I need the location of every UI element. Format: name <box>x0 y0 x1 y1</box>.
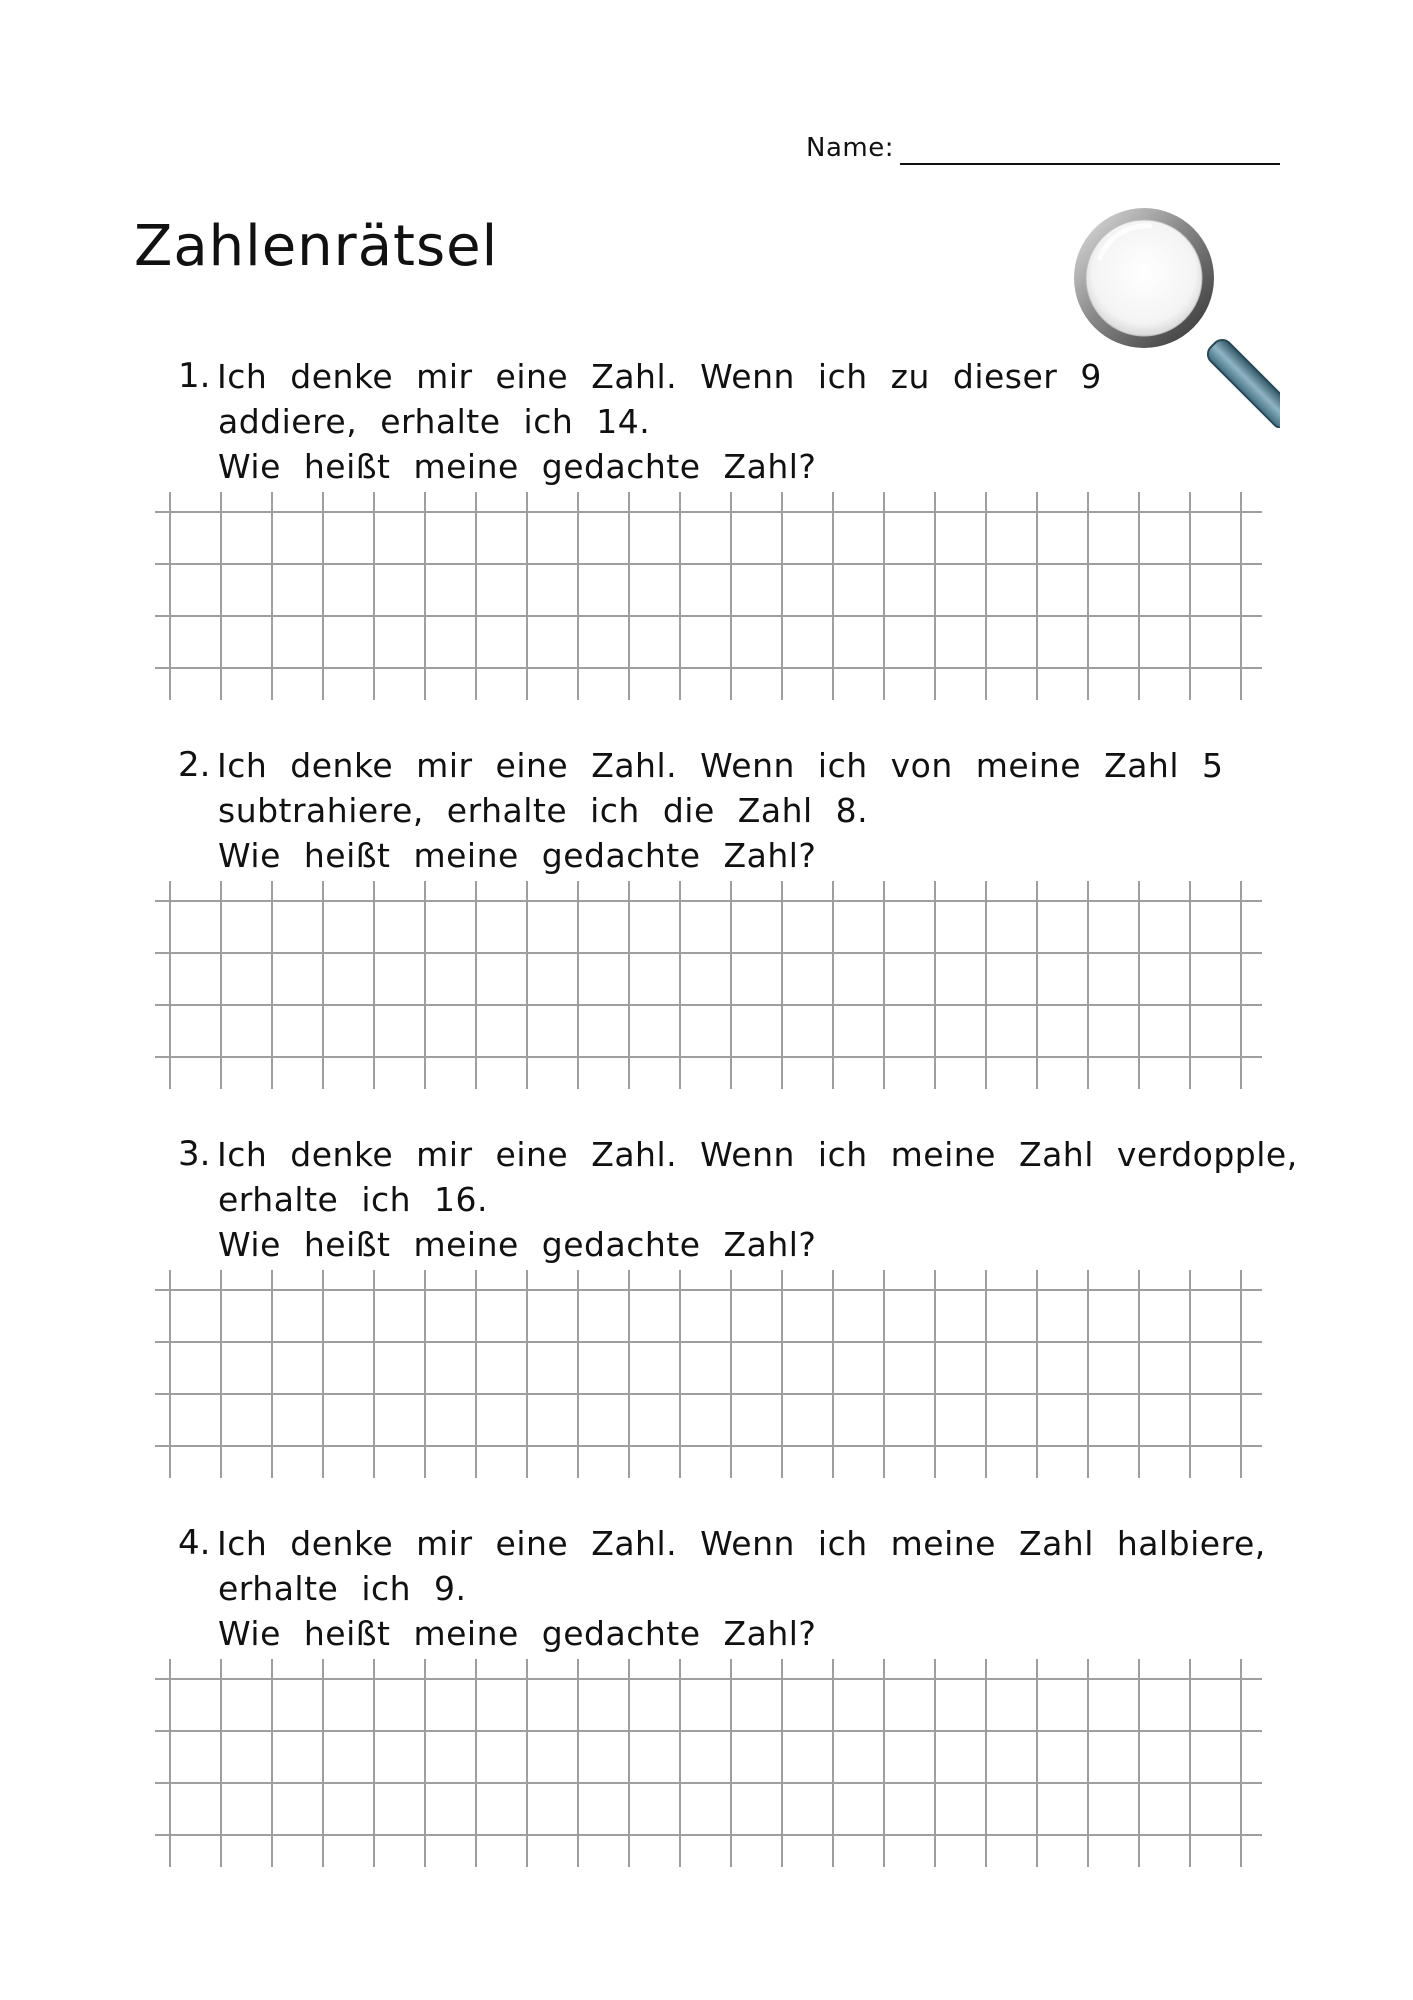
answer-grid[interactable] <box>0 1270 1413 1480</box>
task-line: Ich denke mir eine Zahl. Wenn ich von meine Zahl 5 <box>217 746 1224 785</box>
answer-grid[interactable] <box>0 492 1413 702</box>
task-line: Ich denke mir eine Zahl. Wenn ich zu dieser 9 <box>217 357 1102 396</box>
task-line: Ich denke mir eine Zahl. Wenn ich meine Zahl verdopple, <box>217 1135 1298 1174</box>
task-text <box>218 743 1228 878</box>
task-number: 2. <box>178 745 211 785</box>
task-line: Wie heißt meine gedachte Zahl? <box>218 447 817 486</box>
task-line: Ich denke mir eine Zahl. Wenn ich meine Zahl halbiere, <box>217 1524 1266 1563</box>
task-line: addiere, erhalte ich 14. <box>218 402 651 441</box>
task-text <box>218 354 1228 489</box>
answer-grid[interactable] <box>0 881 1413 1091</box>
task-line: subtrahiere, erhalte ich die Zahl 8. <box>218 791 869 830</box>
task-text <box>217 1132 1298 1267</box>
task-number: 3. <box>178 1134 211 1174</box>
task-number: 1. <box>178 356 211 396</box>
task-line: Wie heißt meine gedachte Zahl? <box>218 1225 817 1264</box>
task-line: erhalte ich 16. <box>218 1180 489 1219</box>
task-line: erhalte ich 9. <box>218 1569 467 1608</box>
task-line: Wie heißt meine gedachte Zahl? <box>218 1614 817 1653</box>
page-title: Zahlenrätsel <box>134 214 499 279</box>
task-number: 4. <box>178 1523 211 1563</box>
task-text <box>217 1521 1266 1656</box>
task-line: Wie heißt meine gedachte Zahl? <box>218 836 817 875</box>
name-label: Name: <box>806 133 894 163</box>
answer-grid[interactable] <box>0 1659 1413 1869</box>
name-field[interactable] <box>900 163 1280 165</box>
